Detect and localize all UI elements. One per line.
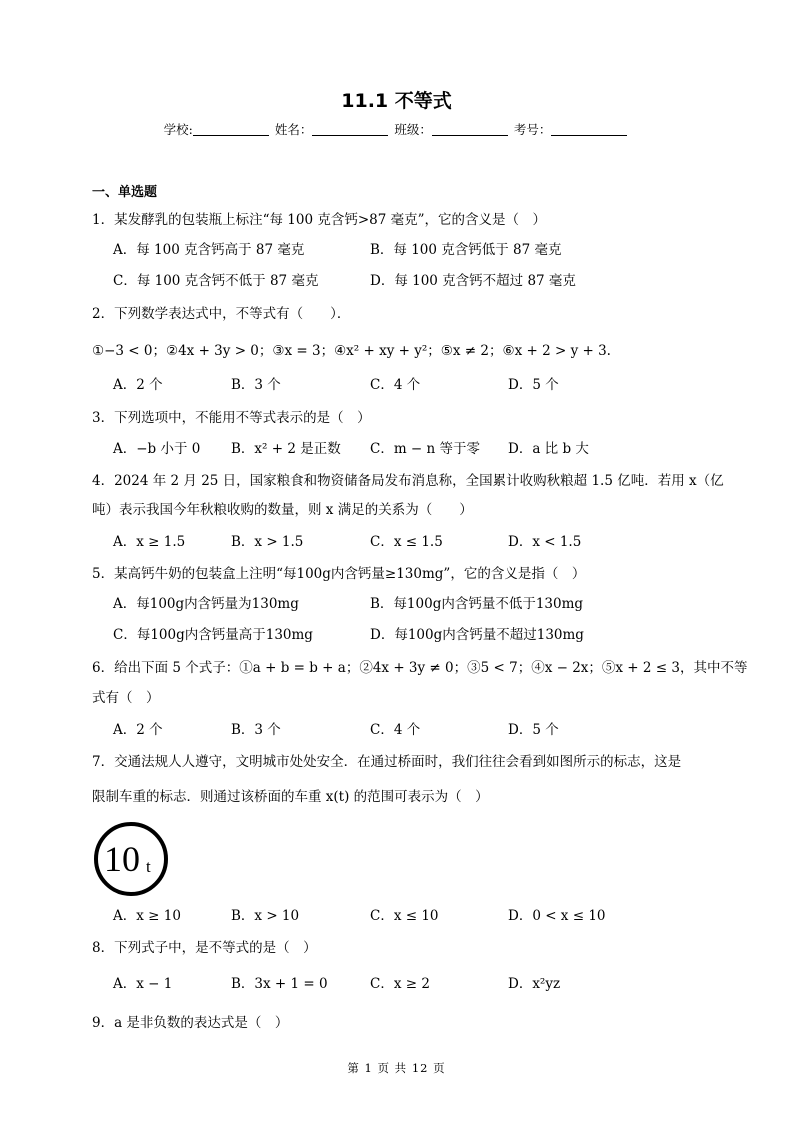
question-6-stem-line-1: 6．给出下面 5 个式子：①a + b = b + a；②4x + 3y ≠ 0；③5 < 7；④x − 2x；⑤x + 2 ≤ 3，其中不等 (92, 660, 748, 676)
question-2-option-d[interactable]: D．5 个 (508, 377, 559, 393)
question-3-option-b[interactable]: B．x² + 2 是正数 (231, 441, 341, 457)
question-4-option-c[interactable]: C．x ≤ 1.5 (370, 534, 443, 550)
weight-limit-sign (92, 820, 170, 898)
question-2-stem: 2．下列数学表达式中，不等式有（ ）． (92, 306, 351, 322)
question-8-option-b[interactable]: B．3x + 1 = 0 (231, 976, 328, 992)
question-4-option-d[interactable]: D．x < 1.5 (508, 534, 582, 550)
name-label: 姓名： (274, 122, 313, 137)
question-5-option-c[interactable]: C．每100g内含钙量高于130mg (113, 627, 313, 643)
question-8-option-c[interactable]: C．x ≥ 2 (370, 976, 430, 992)
class-label: 班级： (394, 122, 432, 137)
question-6-stem-line-2: 式有（ ） (92, 690, 160, 706)
page-footer: 第 1 页 共 12 页 (347, 1061, 446, 1075)
question-3-stem: 3．下列选项中，不能用不等式表示的是（ ） (92, 410, 371, 426)
question-8-stem: 8．下列式子中，是不等式的是（ ） (92, 940, 317, 956)
name-blank[interactable] (312, 123, 388, 136)
section-title: 一、单选题 (92, 185, 158, 200)
question-7-option-d[interactable]: D．0 < x ≤ 10 (508, 908, 606, 924)
question-5-option-d[interactable]: D．每100g内含钙量不超过130mg (370, 627, 584, 643)
question-8-option-d[interactable]: D．x²yz (508, 976, 561, 992)
question-4-stem-line-1: 4．2024 年 2 月 25 日，国家粮食和物资储备局发布消息称，全国累计收购秋粮超 1.5 亿吨．若用 x（亿 (92, 473, 724, 489)
exam-number-label: 考号： (513, 122, 552, 137)
question-3-option-d[interactable]: D．a 比 b 大 (508, 441, 589, 457)
question-2-option-c[interactable]: C．4 个 (370, 377, 421, 393)
question-1-option-b[interactable]: B．每 100 克含钙低于 87 毫克 (370, 242, 562, 258)
sign-unit: t (146, 857, 151, 876)
question-5-option-b[interactable]: B．每100g内含钙量不低于130mg (370, 596, 584, 612)
student-info-line (0, 120, 793, 138)
class-blank[interactable] (432, 123, 508, 136)
school-label: 学校: (163, 122, 193, 137)
exam-number-blank[interactable] (551, 123, 627, 136)
question-6-option-a[interactable]: A．2 个 (113, 722, 163, 738)
question-6-option-d[interactable]: D．5 个 (508, 722, 559, 738)
question-8-option-a[interactable]: A．x − 1 (113, 976, 173, 992)
question-1-stem: 1．某发酵乳的包装瓶上标注“每 100 克含钙>87 毫克”，它的含义是（ ） (92, 212, 547, 228)
question-1-option-c[interactable]: C．每 100 克含钙不低于 87 毫克 (113, 273, 319, 289)
question-5-option-a[interactable]: A．每100g内含钙量为130mg (113, 596, 299, 612)
question-7-option-c[interactable]: C．x ≤ 10 (370, 908, 439, 924)
question-7-stem-line-1: 7．交通法规人人遵守，文明城市处处安全．在通过桥面时，我们往往会看到如图所示的标志，这是 (92, 754, 682, 770)
question-1-option-a[interactable]: A．每 100 克含钙高于 87 毫克 (113, 242, 305, 258)
school-blank[interactable] (193, 123, 269, 136)
page-title: 11.1 不等式 (341, 90, 452, 112)
question-1-option-d[interactable]: D．每 100 克含钙不超过 87 毫克 (370, 273, 576, 289)
question-7-stem-line-2: 限制车重的标志．则通过该桥面的车重 x(t) 的范围可表示为（ ） (92, 789, 489, 805)
question-2-option-a[interactable]: A．2 个 (113, 377, 163, 393)
question-7-option-b[interactable]: B．x > 10 (231, 908, 300, 924)
question-6-option-b[interactable]: B．3 个 (231, 722, 281, 738)
question-9-stem: 9．a 是非负数的表达式是（ ） (92, 1015, 289, 1031)
question-7-option-a[interactable]: A．x ≥ 10 (113, 908, 181, 924)
question-5-stem: 5．某高钙牛奶的包装盒上注明“每100g内含钙量≥130mg”，它的含义是指（ ） (92, 566, 586, 582)
question-4-option-b[interactable]: B．x > 1.5 (231, 534, 304, 550)
sign-number: 10 (104, 839, 140, 879)
question-4-stem-line-2: 吨）表示我国今年秋粮收购的数量，则 x 满足的关系为（ ） (92, 502, 473, 518)
question-3-option-c[interactable]: C．m − n 等于零 (370, 441, 481, 457)
question-6-option-c[interactable]: C．4 个 (370, 722, 421, 738)
question-2-option-b[interactable]: B．3 个 (231, 377, 281, 393)
question-2-expressions: ①−3 < 0；②4x + 3y > 0；③x = 3；④x² + xy + y²；⑤x ≠ 2；⑥x + 2 > y + 3. (92, 343, 611, 359)
question-4-option-a[interactable]: A．x ≥ 1.5 (113, 534, 186, 550)
question-3-option-a[interactable]: A．−b 小于 0 (113, 441, 201, 457)
